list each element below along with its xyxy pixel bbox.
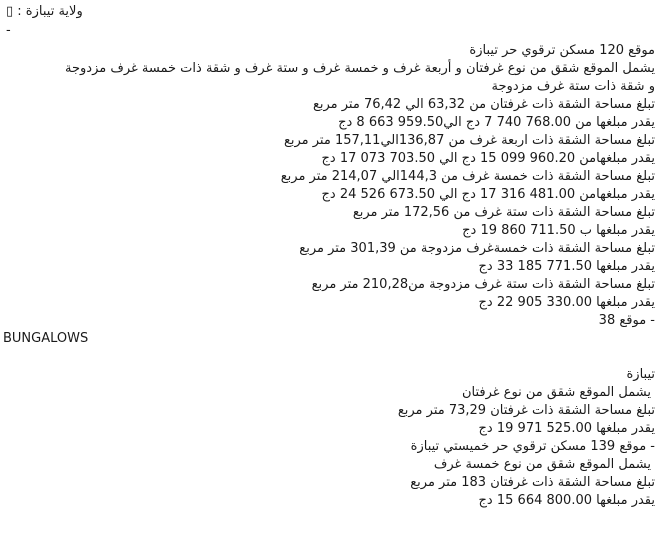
- text-line: تبلغ مساحة الشقة ذات اربعة غرف من 136,87الي157,11 متر مربع: [283, 133, 655, 148]
- text-line: تبلغ مساحة الشقة ذات ستة غرف من 172,56 متر مربع: [352, 205, 655, 220]
- text-line: يقدر مبلغها 525.00 971 19 دج: [478, 421, 655, 436]
- document-body: [3, 42, 655, 510]
- text-line: يقدر مبلغها من 768.00 740 7 دج الي959.50 663 8 دج: [338, 115, 655, 130]
- heading-box-icon: ▯: [6, 4, 14, 19]
- text-line: تبلغ مساحة الشقة ذات غرفتان من 63,32 الي 76,42 متر مربع: [312, 97, 655, 112]
- wilaya-heading: [6, 3, 83, 21]
- separator-dash: -: [6, 23, 11, 38]
- text-line: - موقع 139 مسكن ترقوي حر خميستي تيبازة: [410, 439, 655, 454]
- text-line: يشمل الموقع شقق من نوع غرفتان و أربعة غرف و خمسة غرف و ستة غرف و شقة ذات خمسة غرف مزدوجة: [65, 61, 655, 76]
- bungalows-label: BUNGALOWS: [3, 331, 89, 346]
- text-line: تبلغ مساحة الشقة ذات خمسة غرف من 144,3الي 214,07 متر مربع: [280, 169, 655, 184]
- text-line: تبلغ مساحة الشقة ذات غرفتان 73,29 متر مربع: [397, 403, 655, 418]
- text-line: يقدر مبلغها ب 711.50 860 19 دج: [462, 223, 655, 238]
- wilaya-heading-text: ولاية تيبازة :: [13, 4, 83, 19]
- text-line: يقدر مبلغهامن 960.20 099 15 دج الي 703.50 073 17 دج: [321, 151, 655, 166]
- text-line: يقدر مبلغهامن 481.00 316 17 دج الي 673.50 526 24 دج: [321, 187, 655, 202]
- text-line: يشمل الموقع شقق من نوع خمسة غرف: [433, 457, 651, 472]
- blank-line: [3, 348, 655, 366]
- text-line: يقدر مبلغها 800.00 664 15 دج: [478, 493, 655, 508]
- text-line: يشمل الموقع شقق من نوع غرفتان: [461, 385, 651, 400]
- text-line: تبلغ مساحة الشقة ذات غرفتان 183 متر مربع: [410, 475, 655, 490]
- text-line: تبلغ مساحة الشقة ذات خمسةغرف مزدوجة من 301,39 متر مربع: [299, 241, 655, 256]
- text-line: تبلغ مساحة الشقة ذات ستة غرف مزدوجة من210,28 متر مربع: [311, 277, 655, 292]
- text-line: و شقة ذات ستة غرف مزدوجة: [491, 79, 655, 94]
- text-line: تيبازة: [626, 367, 655, 382]
- text-line: يقدر مبلغها 330.00 905 22 دج: [478, 295, 655, 310]
- text-line: يقدر مبلغها 771.50 185 33 دج: [478, 259, 655, 274]
- text-line: موقع 120 مسكن ترقوي حر تيبازة: [469, 43, 655, 58]
- text-line: - موقع 38: [598, 313, 655, 328]
